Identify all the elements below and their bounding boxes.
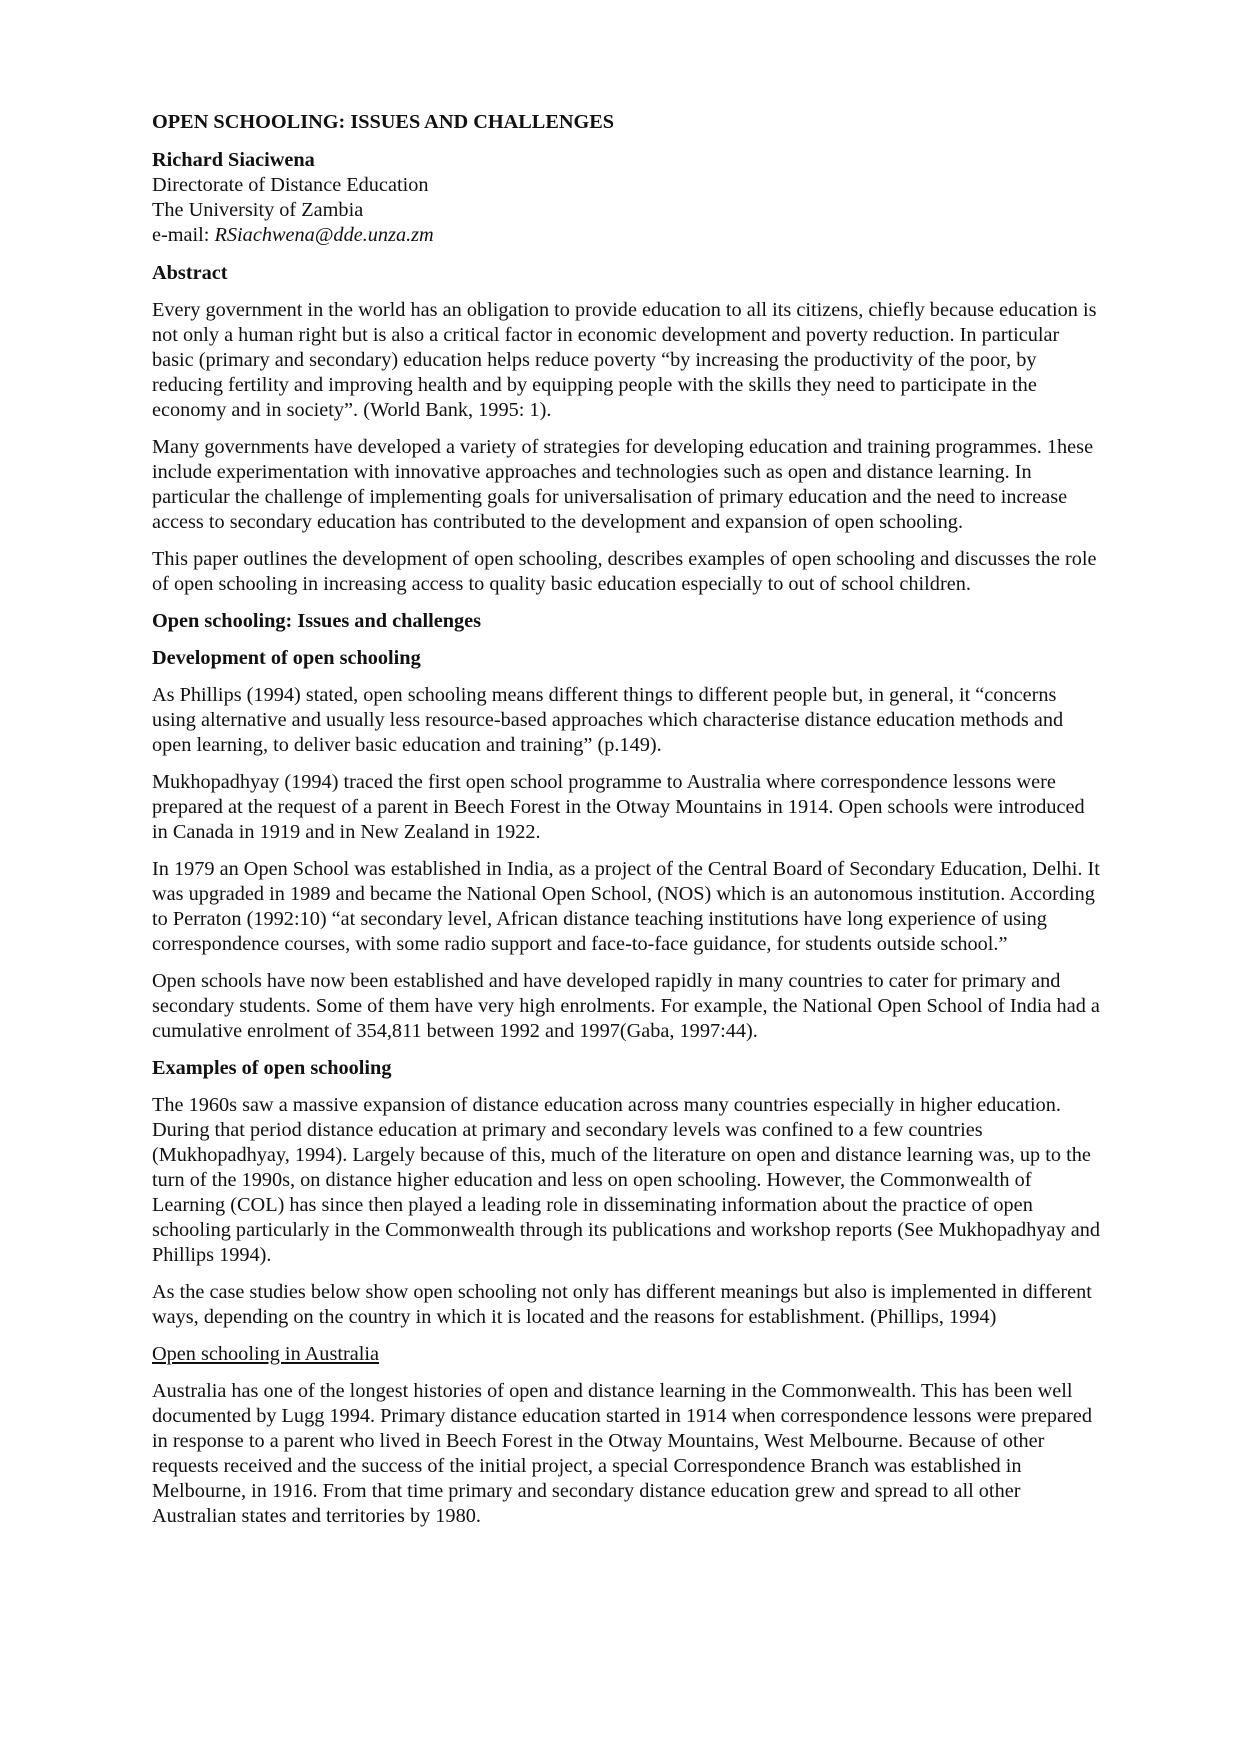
development-paragraph: Mukhopadhyay (1994) traced the first open school programme to Australia where correspondence lessons were prepared at the request of a parent in Beech Forest in the Otway Mountains in 1914. Open schools were introduced in Canada in 1919 and in New Zealand in 1922.: [152, 771, 1085, 843]
author-block: [152, 148, 1102, 248]
abstract-paragraph: Every government in the world has an obligation to provide education to all its citizens, chiefly because education is not only a human right but is also a critical factor in economic development and poverty reduction. In particular basic (primary and secondary) education helps reduce poverty “by increasing the productivity of the poor, by reducing fertility and improving health and by equipping people with the skills they need to participate in the economy and in society”. (World Bank, 1995: 1).: [152, 299, 1097, 421]
author-name: Richard Siaciwena: [152, 149, 315, 171]
development-paragraph: As Phillips (1994) stated, open schooling means different things to different people but, in general, it “concerns using alternative and usually less resource-based approaches which characterise distance education methods and open learning, to deliver basic education and training” (p.149).: [152, 684, 1064, 756]
author-email-line: [152, 223, 1102, 248]
section-heading: Open schooling: Issues and challenges: [152, 610, 482, 632]
examples-heading: Examples of open schooling: [152, 1057, 392, 1079]
abstract-heading: Abstract: [152, 262, 228, 284]
abstract-paragraph: This paper outlines the development of open schooling, describes examples of open schooling and discusses the role of open schooling in increasing access to quality basic education especially to out of school children.: [152, 548, 1097, 595]
abstract-paragraph: Many governments have developed a variety of strategies for developing education and training programmes. 1hese include experimentation with innovative approaches and technologies such as open and distance learning. In particular the challenge of implementing goals for universalisation of primary education and the need to increase access to secondary education has contributed to the development and expansion of open schooling.: [152, 436, 1094, 533]
email-label: e-mail:: [152, 224, 215, 246]
author-affiliation-1: Directorate of Distance Education: [152, 174, 429, 196]
australia-paragraph: Australia has one of the longest histories of open and distance learning in the Commonwealth. This has been well documented by Lugg 1994. Primary distance education started in 1914 when correspondence lessons were prepared in response to a parent who lived in Beech Forest in the Otway Mountains, West Melbourne. Because of other requests received and the success of the initial project, a special Correspondence Branch was established in Melbourne, in 1916. From that time primary and secondary distance education grew and spread to all other Australian states and territories by 1980.: [152, 1380, 1092, 1527]
examples-paragraph: The 1960s saw a massive expansion of distance education across many countries especially in higher education. During that period distance education at primary and secondary levels was confined to a few countries (Mukhopadhyay, 1994). Largely because of this, much of the literature on open and distance learning was, up to the turn of the 1990s, on distance higher education and less on open schooling. However, the Commonwealth of Learning (COL) has since then played a leading role in disseminating information about the practice of open schooling particularly in the Commonwealth through its publications and workshop reports (See Mukhopadhyay and Phillips 1994).: [152, 1094, 1100, 1266]
examples-paragraph: As the case studies below show open schooling not only has different meanings but also is implemented in different ways, depending on the country in which it is located and the reasons for establishment. (Phillips, 1994): [152, 1281, 1092, 1328]
development-paragraph: Open schools have now been established and have developed rapidly in many countries to cater for primary and secondary students. Some of them have very high enrolments. For example, the National Open School of India had a cumulative enrolment of 354,811 between 1992 and 1997(Gaba, 1997:44).: [152, 970, 1100, 1042]
australia-subheading: Open schooling in Australia: [152, 1343, 380, 1365]
development-paragraph: In 1979 an Open School was established in India, as a project of the Central Board of Secondary Education, Delhi. It was upgraded in 1989 and became the National Open School, (NOS) which is an autonomous institution. According to Perraton (1992:10) “at secondary level, African distance teaching institutions have long experience of using correspondence courses, with some radio support and face-to-face guidance, for students outside school.”: [152, 858, 1100, 955]
document-page: [152, 110, 1102, 1541]
author-affiliation-2: The University of Zambia: [152, 199, 364, 221]
author-email: RSiachwena@dde.unza.zm: [214, 224, 434, 246]
paper-title: OPEN SCHOOLING: ISSUES AND CHALLENGES: [152, 111, 615, 133]
development-heading: Development of open schooling: [152, 647, 421, 669]
